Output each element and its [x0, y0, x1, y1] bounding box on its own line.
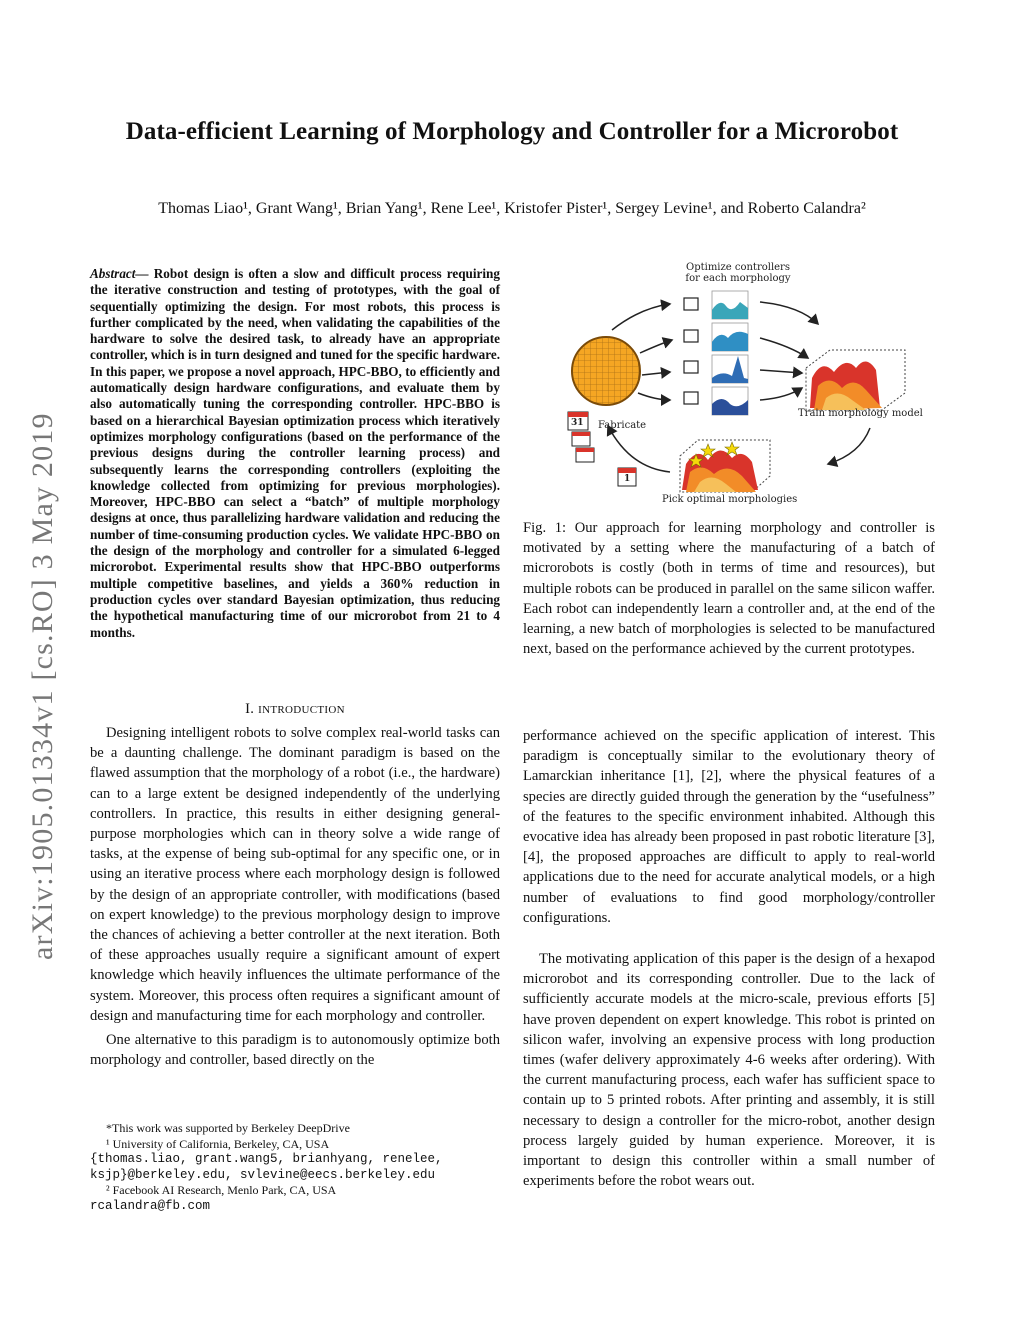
section-heading	[90, 701, 500, 718]
arrow-icon	[608, 426, 670, 472]
arrow-icon	[642, 372, 670, 375]
intro-column-left	[90, 723, 500, 1070]
arrow-icon	[760, 388, 802, 400]
label-pick: Pick optimal morphologies	[662, 494, 798, 505]
morphology-model-surface	[806, 350, 905, 410]
section-title: INTRODUCTION	[258, 704, 345, 716]
intro-paragraph-2: One alternative to this paradigm is to autonomously optimize both morphology and controller, based directly on the	[90, 1032, 500, 1069]
author-list: Thomas Liao¹, Grant Wang¹, Brian Yang¹, Rene Lee¹, Kristofer Pister¹, Sergey Levine¹, and Roberto Calandra²	[158, 200, 866, 217]
figure-1	[560, 258, 950, 513]
figure-1-diagram	[560, 258, 950, 513]
arrow-icon	[640, 340, 672, 353]
footnote-affiliation-1: ¹ University of California, Berkeley, CA, USA	[106, 1136, 330, 1151]
footnotes	[90, 1121, 510, 1214]
footnote-email-2: rcalandra@fb.com	[90, 1198, 211, 1213]
robot-chip-icon	[684, 298, 698, 404]
calendar-31-label: 31	[571, 418, 584, 428]
abstract-lead: Abstract—	[90, 266, 149, 281]
calendar-1-label: 1	[624, 474, 631, 484]
footnote-affiliation-2: ² Facebook AI Research, Menlo Park, CA, USA	[106, 1183, 337, 1197]
figure-caption: Fig. 1: Our approach for learning morphology and controller is motivated by a setting where the manufacturing of a batch of microrobots is costly (both in terms of time and resources), but multiple robots can be produced in parallel on the same silicon waffer. Each robot can independently learn a controller and, at the end of the learning, a new batch of morphologies is selected to be manufactured next, based on the performance achieved by the current prototypes.	[523, 520, 935, 658]
footnote-emails-1: {thomas.liao, grant.wang5, brianhyang, renelee, ksjp}@berkeley.edu, svlevine@eecs.berkeley.edu	[90, 1152, 443, 1182]
label-optimize	[658, 262, 818, 284]
controller-plot-icon	[712, 291, 748, 415]
paper-title: Data-efficient Learning of Morphology and Controller for a Microrobot	[125, 118, 899, 145]
right-paragraph-1: performance achieved on the specific application of interest. This paradigm is conceptually similar to the evolutionary theory of Lamarckian inheritance [1], [2], where the physical features of a species are directly guided through the generation by the “usefulness” of the features to the specific environment inhabited. Although this evocative idea has already been proposed in past robotic literature [3], [4], the proposed approaches are difficult to apply to real-world applications due to the need for accurate analytical models, or a high number of evaluations to find good morphology/controller configurations.	[523, 728, 935, 926]
arrow-icon	[760, 370, 802, 373]
label-optimize-line1: Optimize controllers	[686, 262, 790, 273]
arrow-icon	[760, 302, 818, 324]
label-fabricate: Fabricate	[598, 420, 647, 431]
arxiv-stamp: arXiv:1905.01334v1 [cs.RO] 3 May 2019	[26, 412, 59, 960]
arrow-icon	[828, 428, 870, 464]
label-optimize-line2: for each morphology	[685, 273, 791, 284]
pick-optimal-surface	[680, 440, 770, 492]
arrow-icon	[638, 393, 670, 400]
label-train: Train morphology model	[798, 408, 923, 419]
arrow-icon	[612, 304, 670, 330]
abstract-body: Robot design is often a slow and difficult process requiring the iterative construction and testing of prototypes, with the goal of sequentially optimizing the design. For most robots, this process is further complicated by the need, when validating the capabilities of the hardware to solve the desired task, to already have an appropriate controller, which is in turn designed and tuned for the specific hardware. In this paper, we propose a novel approach, HPC-BBO, to efficiently and automatically design hardware configurations, and evaluate them by also automatically tuning the corresponding controller. HPC-BBO is based on a hierarchical Bayesian optimization process which iteratively optimizes morphology configurations (based on the performance of the previous designs during the controller learning process) and subsequently learns the corresponding controllers (exploiting the knowledge collected from optimizing for previous morphologies). Moreover, HPC-BBO can select a “batch” of multiple morphology designs at once, thus parallelizing hardware validation and reducing the number of time-consuming production cycles. We validate HPC-BBO on the design of the morphology and controller for a simulated 6-legged microrobot. Experimental results show that HPC-BBO outperforms multiple competitive baselines, and yields a 360% reduction in production cycles over standard Bayesian optimization, thus reducing the hypothetical manufacturing time of our microrobot from 21 to 4 months.	[90, 266, 500, 640]
section-number: I.	[245, 701, 255, 717]
footnote-support: *This work was supported by Berkeley DeepDrive	[106, 1121, 350, 1135]
arrow-icon	[760, 338, 808, 358]
right-paragraph-2: The motivating application of this paper is the design of a hexapod microrobot and its corresponding controller. Due to the lack of sufficiently accurate models at the micro-scale, previous efforts [5] have proven dependent on expert knowledge. This robot is printed on silicon wafer, involving an expensive process with long production times (wafer delivery approximately 4-6 weeks after ordering). With the current manufacturing process, each wafer has sufficient space to contain up to 5 printed robots. After printing and assembly, it is still necessary to design a controller for the micro-robot, another design process largely guided by human experience. Moreover, it is important to design this controller within a small number of experiments before the robot wears out.	[523, 951, 935, 1190]
wafer-grid-icon	[572, 337, 640, 405]
abstract	[90, 266, 500, 641]
intro-paragraph-1: Designing intelligent robots to solve complex real-world tasks can be a daunting challenge. The dominant paradigm is based on the flawed assumption that the morphology of a robot (i.e., the hardware) can to a large extent be designed independently of the underlying controllers. In practice, this results in either designing general-purpose morphologies which can in theory solve a wide range of tasks, at the expense of being sub-optimal for any specific one, or in using an iterative process where each morphology design is followed by the design of an appropriate controller, with modifications (based on expert knowledge) to the previous morphology design to improve the chances of achieving a better controller at the next iteration. Both of these approaches usually require a significant amount of expert knowledge which heavily influences the ultimate performance of the system. Moreover, this process often requires a significant amount of design and manufacturing time for each morphology and controller.	[90, 725, 500, 1024]
